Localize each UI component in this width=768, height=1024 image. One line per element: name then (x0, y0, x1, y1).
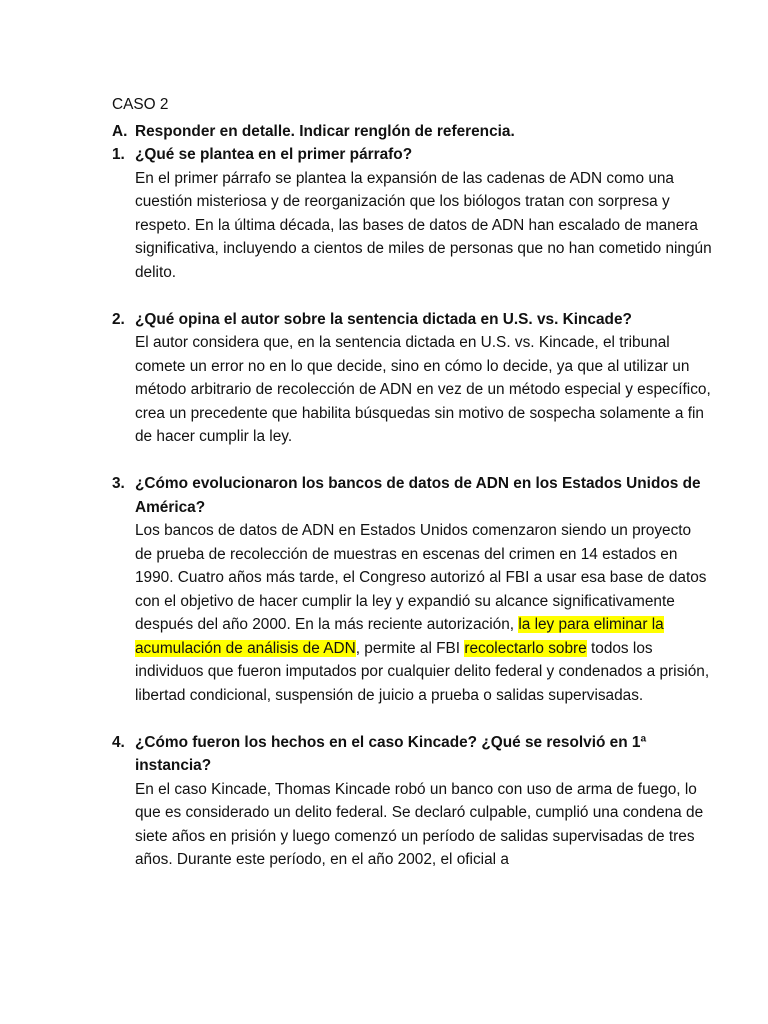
instruction-text: Responder en detalle. Indicar renglón de referencia. (135, 122, 515, 140)
question-marker: 2. (112, 310, 125, 328)
highlighted-text: la ley para eliminar la acumulación de análisis de ADN (135, 616, 664, 657)
question-text: ¿Qué se plantea en el primer párrafo? (135, 146, 413, 163)
answer-text-segment: Los bancos de datos de ADN en Estados Unidos comenzaron siendo un proyecto de prueba de recolección de muestras en escenas del crimen en 14 estados en 1990. Cuatro años más tarde, el Congreso autorizó al FBI a usar esa base de datos con el objetivo de hacer cumplir la ley y expandió su alcance significativamente después del año 2000. En la más reciente autorización, (135, 522, 707, 633)
document-body (112, 93, 712, 872)
case-title: CASO 2 (112, 96, 169, 113)
answer-text: En el primer párrafo se plantea la expansión de las cadenas de ADN como una cuestión misteriosa y de reorganización que los biólogos tratan con sorpresa y respeto. En la última década, las bases de datos de ADN han escalado de manera significativa, incluyendo a cientos de miles de personas que no han cometido ningún delito. (135, 169, 712, 281)
question-text: ¿Cómo fueron los hechos en el caso Kincade? ¿Qué se resolvió en 1ª instancia? (135, 733, 647, 774)
answer-text: En el caso Kincade, Thomas Kincade robó un banco con uso de arma de fuego, lo que es considerado un delito federal. Se declaró culpable, cumplió una condena de siete años en prisión y luego comenzó un período de salidas supervisadas de tres años. Durante este período, en el año 2002, el oficial a (135, 780, 704, 868)
paragraph-gap (112, 707, 712, 731)
instruction-marker: A. (112, 122, 128, 140)
highlighted-text: recolectarlo sobre (464, 639, 587, 657)
instruction-item (112, 120, 712, 144)
answer-text-segment: , permite al FBI (355, 639, 465, 657)
answer-text (135, 519, 712, 707)
question-item-4 (112, 731, 712, 872)
question-item-1 (112, 143, 712, 284)
paragraph-gap (112, 449, 712, 473)
answer-text: El autor considera que, en la sentencia dictada en U.S. vs. Kincade, el tribunal comete un error no en lo que decide, sino en cómo lo decide, ya que al utilizar un método arbitrario de recolección de ADN en vez de un método especial y específico, crea un precedente que habilita búsquedas sin motivo de sospecha solamente a fin de hacer cumplir la ley. (135, 334, 711, 445)
question-marker: 3. (112, 475, 125, 492)
question-text: ¿Cómo evolucionaron los bancos de datos de ADN en los Estados Unidos de América? (135, 475, 701, 516)
question-text: ¿Qué opina el autor sobre la sentencia dictada en U.S. vs. Kincade? (135, 310, 632, 328)
question-marker: 4. (112, 733, 125, 751)
question-item-3 (112, 472, 712, 707)
question-item-2 (112, 308, 712, 449)
paragraph-gap (112, 284, 712, 308)
question-marker: 1. (112, 146, 125, 163)
answer-text-segment: todos los individuos que fueron imputados por cualquier delito federal y condenados a prisión, libertad condicional, suspensión de juicio a prueba o salidas supervisadas. (135, 639, 710, 704)
